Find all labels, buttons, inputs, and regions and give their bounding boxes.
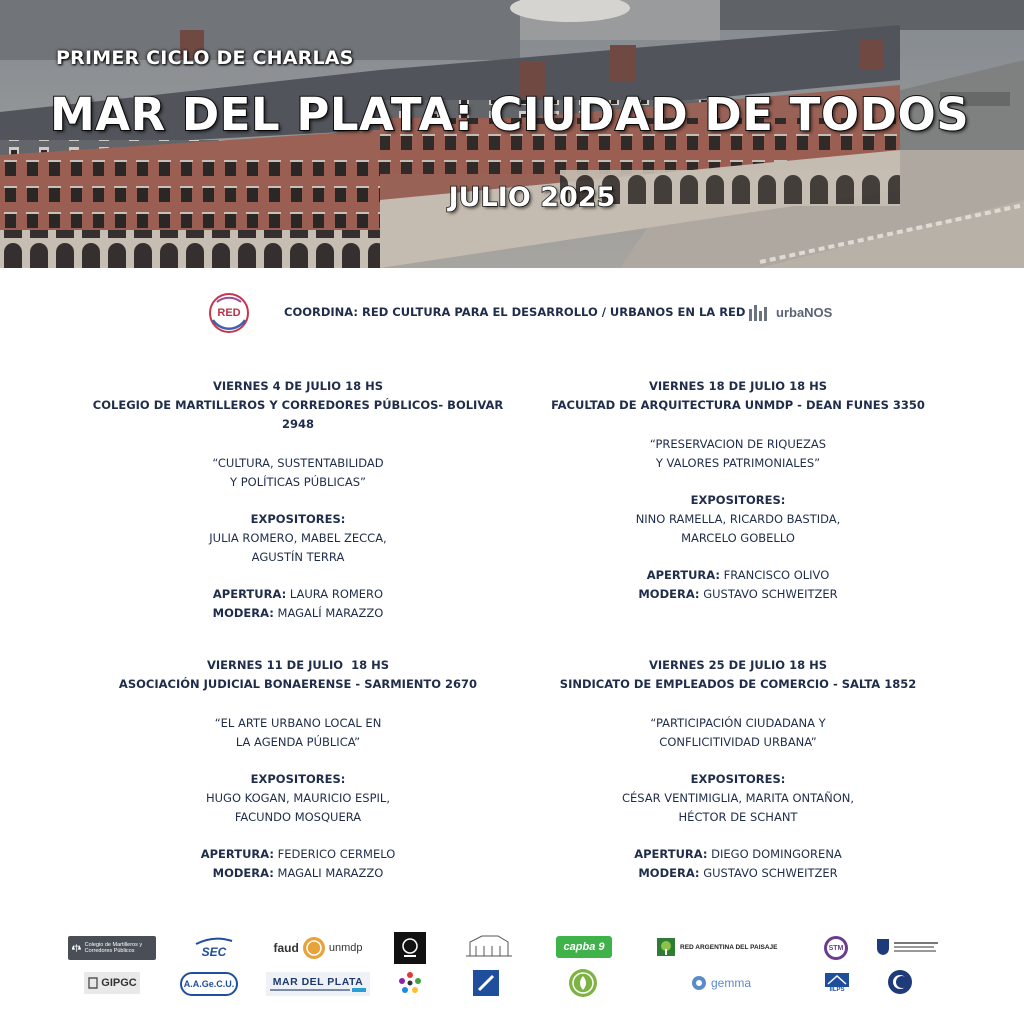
event-month: JULIO 2025 <box>448 182 616 213</box>
star-icon <box>398 971 422 995</box>
judicial-emblem-icon <box>398 936 422 960</box>
speakers-label: EXPOSITORES: <box>250 772 346 786</box>
opening-label: APERTURA: <box>646 568 720 582</box>
moderator-label: MODERA: <box>212 606 274 620</box>
capba-logo-text: capba 9 <box>563 941 605 953</box>
speakers-line1: CÉSAR VENTIMIGLIA, MARITA ONTAÑON, <box>621 791 855 805</box>
building-sketch-icon <box>462 930 516 960</box>
speakers-label: EXPOSITORES: <box>690 493 786 507</box>
red-paisaje-logo-text: RED ARGENTINA DEL PAISAJE <box>680 943 778 951</box>
opening-line <box>518 845 958 864</box>
event-title-line2: Y VALORES PATRIMONIALES” <box>655 456 821 470</box>
urbanos-logo <box>748 303 832 321</box>
opening-label: APERTURA: <box>634 847 708 861</box>
moderator-line <box>518 864 958 883</box>
speakers-line2: AGUSTÍN TERRA <box>251 550 345 564</box>
event-title-line2: LA AGENDA PÚBLICA” <box>235 735 361 749</box>
mar-del-plata-logo-text: MAR DEL PLATA <box>272 976 364 988</box>
gemma-logo <box>684 972 758 994</box>
event-venue: COLEGIO DE MARTILLEROS Y CORREDORES PÚBLICOS- BOLIVAR 2948 <box>92 398 504 431</box>
urbanos-logo-text: urbaNOS <box>776 304 833 320</box>
event-block-11-julio <box>78 656 518 883</box>
green-circle-logo <box>568 968 598 998</box>
event-title-line1: “PARTICIPACIÓN CIUDADANA Y <box>650 716 826 730</box>
shield-icon <box>876 938 890 956</box>
ring-icon <box>886 968 914 996</box>
faud-seal-icon <box>302 936 326 960</box>
gemma-logo-text: gemma <box>710 976 751 990</box>
opening-name: LAURA ROMERO <box>289 587 384 601</box>
building-sketch-logo <box>462 930 516 960</box>
opening-name: FEDERICO CERMELO <box>277 847 396 861</box>
mar-del-plata-logo <box>266 972 370 996</box>
event-title-line1: “CULTURA, SUSTENTABILIDAD <box>212 456 384 470</box>
opening-line <box>78 585 518 604</box>
sec-logo-text: SEC <box>201 945 227 959</box>
speakers-line1: HUGO KOGAN, MAURICIO ESPIL, <box>205 791 390 805</box>
gemma-circle-icon <box>691 975 707 991</box>
event-block-25-julio <box>518 656 958 883</box>
stm-logo-text: STM <box>828 944 844 952</box>
aagecu-logo <box>180 972 238 996</box>
moderator-line <box>78 604 518 623</box>
red-logo-text: RED <box>217 307 241 319</box>
moderator-name: GUSTAVO SCHWEITZER <box>703 587 838 601</box>
opening-line <box>518 566 958 585</box>
speakers-label: EXPOSITORES: <box>690 772 786 786</box>
moderator-name: MAGALÍ MARAZZO <box>277 606 384 620</box>
opening-line <box>78 845 518 864</box>
event-block-18-julio <box>518 377 958 604</box>
unmdp-logo-text: unmdp <box>328 942 363 954</box>
opening-name: DIEGO DOMINGORENA <box>711 847 842 861</box>
faud-logo-text: faud <box>273 941 299 955</box>
event-venue: ASOCIACIÓN JUDICIAL BONAERENSE - SARMIENTO 2670 <box>118 677 478 691</box>
leaf-circle-icon <box>568 968 598 998</box>
cycle-kicker: PRIMER CICLO DE CHARLAS <box>56 47 354 69</box>
red-argentina-paisaje-logo <box>656 936 792 958</box>
institution-text-lines-icon <box>894 940 940 954</box>
tree-icon <box>656 937 676 957</box>
event-venue: FACULTAD DE ARQUITECTURA UNMDP - DEAN FUNES 3350 <box>551 398 925 412</box>
event-title-line2: CONFLICITIVIDAD URBANA” <box>659 735 817 749</box>
diagonal-icon <box>477 974 495 992</box>
moderator-line <box>518 585 958 604</box>
iilps-logo-text: IILPS <box>829 987 845 993</box>
colegio-martilleros-logo <box>68 936 156 960</box>
iilps-emblem-icon <box>825 973 849 987</box>
event-date: VIERNES 4 DE JULIO 18 HS <box>213 379 383 393</box>
speakers-line1: JULIA ROMERO, MABEL ZECCA, <box>209 531 387 545</box>
event-venue: SINDICATO DE EMPLEADOS DE COMERCIO - SALTA 1852 <box>559 677 917 691</box>
scales-icon <box>72 941 81 955</box>
moderator-name: MAGALI MARAZZO <box>277 866 384 880</box>
moderator-label: MODERA: <box>638 587 700 601</box>
opening-label: APERTURA: <box>200 847 274 861</box>
gipgc-logo <box>84 972 140 994</box>
gipgc-logo-text: GIPGC <box>101 977 137 989</box>
page-title: MAR DEL PLATA: CIUDAD DE TODOS <box>50 88 970 141</box>
speakers-line2: MARCELO GOBELLO <box>681 531 795 545</box>
red-cultura-logo <box>207 290 251 336</box>
capba-logo <box>556 936 612 958</box>
event-date: VIERNES 11 DE JULIO 18 HS <box>207 658 389 672</box>
event-title-line2: Y POLÍTICAS PÚBLICAS” <box>230 475 366 489</box>
coordination-text: COORDINA: RED CULTURA PARA EL DESARROLLO / URBANOS EN LA RED <box>284 305 746 319</box>
opening-name: FRANCISCO OLIVO <box>723 568 830 582</box>
gipgc-emblem-icon <box>87 976 99 990</box>
moderator-label: MODERA: <box>638 866 700 880</box>
moderator-label: MODERA: <box>212 866 274 880</box>
mar-del-plata-subline-icon <box>270 988 366 992</box>
moderator-line <box>78 864 518 883</box>
event-date: VIERNES 25 DE JULIO 18 HS <box>649 658 827 672</box>
sec-logo <box>186 934 242 962</box>
coordination-row <box>0 290 1024 336</box>
speakers-line1: NINO RAMELLA, RICARDO BASTIDA, <box>635 512 841 526</box>
event-title-line1: “EL ARTE URBANO LOCAL EN <box>214 716 382 730</box>
colorful-star-logo <box>398 970 422 996</box>
sec-swoosh-icon <box>194 937 234 945</box>
universidad-logo <box>876 936 946 958</box>
event-block-4-julio <box>78 377 518 623</box>
speakers-line2: HÉCTOR DE SCHANT <box>678 810 798 824</box>
faud-unmdp-logo <box>270 934 366 962</box>
speakers-label: EXPOSITORES: <box>250 512 346 526</box>
speakers-line2: FACUNDO MOSQUERA <box>234 810 362 824</box>
stm-logo <box>822 934 850 962</box>
header-banner <box>0 0 1024 268</box>
moderator-name: GUSTAVO SCHWEITZER <box>703 866 838 880</box>
opening-label: APERTURA: <box>212 587 287 601</box>
blue-ring-logo <box>886 968 914 996</box>
asociacion-judicial-logo <box>394 932 426 964</box>
event-title-line1: “PRESERVACION DE RIQUEZAS <box>649 437 827 451</box>
aagecu-logo-text: A.A.Ge.C.U. <box>183 979 235 989</box>
blue-square-logo <box>473 970 499 996</box>
event-date: VIERNES 18 DE JULIO 18 HS <box>649 379 827 393</box>
colegio-logo-text: Colegio de Martilleros y Corredores Públicos <box>84 942 143 954</box>
iilps-logo <box>822 970 852 996</box>
buildings-icon <box>748 303 770 321</box>
